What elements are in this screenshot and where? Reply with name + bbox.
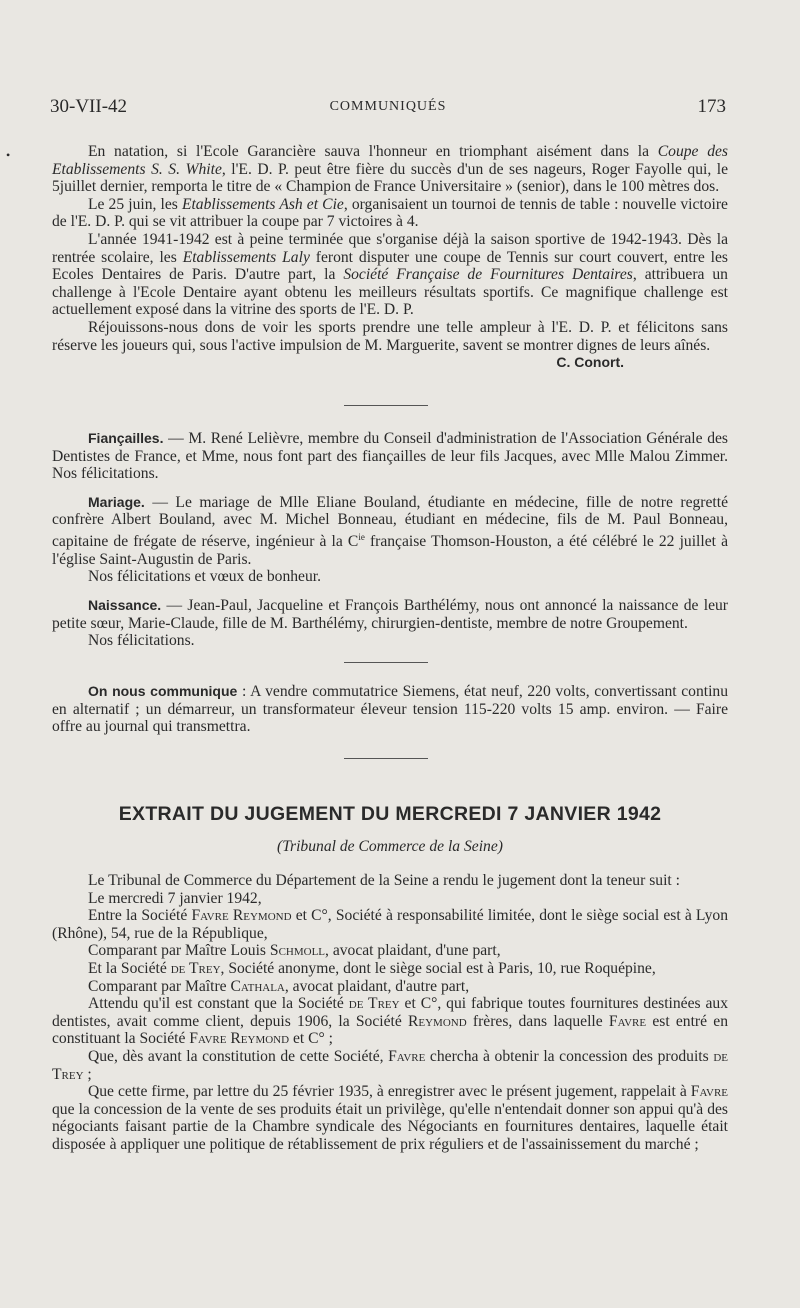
judgement-paragraph: Et la Société de Trey, Société anonyme, dont le siège social est à Paris, 10, rue Roquépine, — [88, 959, 656, 977]
divider — [344, 662, 428, 663]
announcement-fiancailles: Fiançailles. — M. René Lelièvre, membre du Conseil d'administration de l'Association Générale des Dentistes de France, et Mme, nous font part des fiançailles de leur fils Jacques, avec Mlle Malou Zimmer. Nos félicitations. — [52, 430, 728, 483]
judgement-paragraph: Entre la Société Favre Reymond et C°, Société à responsabilité limitée, dont le siège social est à Lyon (Rhône), 54, rue de la République, — [52, 907, 728, 942]
page-number: 173 — [697, 96, 726, 117]
sports-section — [52, 143, 728, 372]
announcements-section — [52, 430, 728, 650]
judgement-body — [52, 872, 728, 1154]
judgement-paragraph: Que, dès avant la constitution de cette Société, Favre chercha à obtenir la concession des produits de Trey ; — [52, 1047, 728, 1083]
signature: C. Conort. — [556, 354, 624, 371]
judgement-paragraph: Comparant par Maître Cathala, avocat plaidant, d'autre part, — [88, 977, 470, 995]
announcement-naissance: Naissance. — Jean-Paul, Jacqueline et François Barthélémy, nous ont annoncé la naissance de leur petite sœur, Marie-Claude, fille de M. Barthélémy, chirurgien-dentiste, membre de notre Groupement. — [52, 596, 728, 632]
judgement-subtitle: (Tribunal de Commerce de la Seine) — [277, 838, 503, 855]
judgement-paragraph: Comparant par Maître Louis Schmoll, avocat plaidant, d'une part, — [88, 942, 501, 960]
announcement-communique: On nous communique : A vendre commutatrice Siemens, état neuf, 220 volts, convertissant continu en alternatif ; un démarreur, un transformateur éleveur tension 115-220 volts 15 amp. environ. — Faire offre au journal qui transmettra. — [52, 683, 729, 736]
divider — [344, 758, 428, 759]
running-header — [50, 96, 726, 122]
header-section: COMMUNIQUÉS — [329, 99, 447, 114]
judgement-paragraph: Le Tribunal de Commerce du Département de la Seine a rendu le jugement dont la teneur suit : — [88, 872, 680, 889]
header-date: 30-VII-42 — [50, 96, 128, 117]
announcement-mariage-wishes: Nos félicitations et vœux de bonheur. — [88, 568, 321, 586]
announcement-mariage: Mariage. — Le mariage de Mlle Eliane Bouland, étudiante en médecine, fille de notre regretté confrère Albert Bouland, avec M. Michel Bonneau, étudiant en médecine, fils de M. Paul Bonneau, capitaine de frégate de réserve, ingénieur à la $C^{ie}$ française Thomson-Houston, a été célébré le 22 juillet à l'église Saint-Augustin de Paris. — [52, 493, 728, 568]
sports-paragraph-swimming: En natation, si l'Ecole Garancière sauva l'honneur en triomphant aisément dans la Coupe des Etablissements S. S. White, l'E. D. P. peut être fière du succès d'un de ses nageurs, Roger Fayolle qui, le 5juillet dernier, remporta le titre de « Champion de France Universitaire » (senior), dans le 100 mètres dos. — [52, 143, 728, 196]
announcement-naissance-wishes: Nos félicitations. — [88, 632, 195, 650]
sports-paragraph-table-tennis: Le 25 juin, les Etablissements Ash et Cie, organisaient un tournoi de tennis de table : nouvelle victoire de l'E. D. P. qui se vit attribuer la coupe par 7 victoires à 4. — [52, 195, 728, 231]
judgement-paragraph: Attendu qu'il est constant que la Société de Trey et C°, qui fabrique toutes fournitures destinées aux dentistes, avait comme client, depuis 1906, la Société Reymond frères, dans laquelle Favre est entré en constituant la Société Favre Reymond et C° ; — [52, 995, 729, 1048]
margin-bullet-icon: • — [6, 148, 11, 162]
divider — [344, 405, 428, 406]
sports-paragraph-conclusion: Réjouissons-nous dons de voir les sports prendre une telle ampleur à l'E. D. P. et félicitons sans réserve les joueurs qui, sous l'active impulsion de M. Marguerite, savent se montrer dignes de leurs aînés. C. Conort. — [52, 318, 728, 371]
judgement-title: EXTRAIT DU JUGEMENT DU MERCREDI 7 JANVIER 1942 — [118, 803, 662, 825]
sports-paragraph-season: L'année 1941-1942 est à peine terminée que s'organise déjà la saison sportive de 1942-1943. Dès la rentrée scolaire, les Etablissements Laly feront disputer une coupe de Tennis sur court couvert, entre les Ecoles Dentaires de Paris. D'autre part, la Société Française de Fournitures Dentaires, attribuera un challenge à l'Ecole Dentaire ayant obtenu les meilleurs résultats sportifs. Ce magnifique challenge est actuellement exposé dans la vitrine des sports de l'E. D. P. — [52, 230, 728, 319]
classified-section — [52, 683, 728, 736]
judgement-paragraph: Le mercredi 7 janvier 1942, — [88, 889, 262, 907]
judgement-paragraph: Que cette firme, par lettre du 25 février 1935, à enregistrer avec le présent jugement, rappelait à Favre que la concession de la vente de ses produits était un privilège, qu'elle n'entendait donner son appui qu'à des négociants faisant partie de la Chambre syndicale des Négociants en fournitures dentaires, laquelle était disposée à appliquer une politique de rétablissement de prix réguliers et de l'assainissement du marché ; — [52, 1083, 728, 1153]
